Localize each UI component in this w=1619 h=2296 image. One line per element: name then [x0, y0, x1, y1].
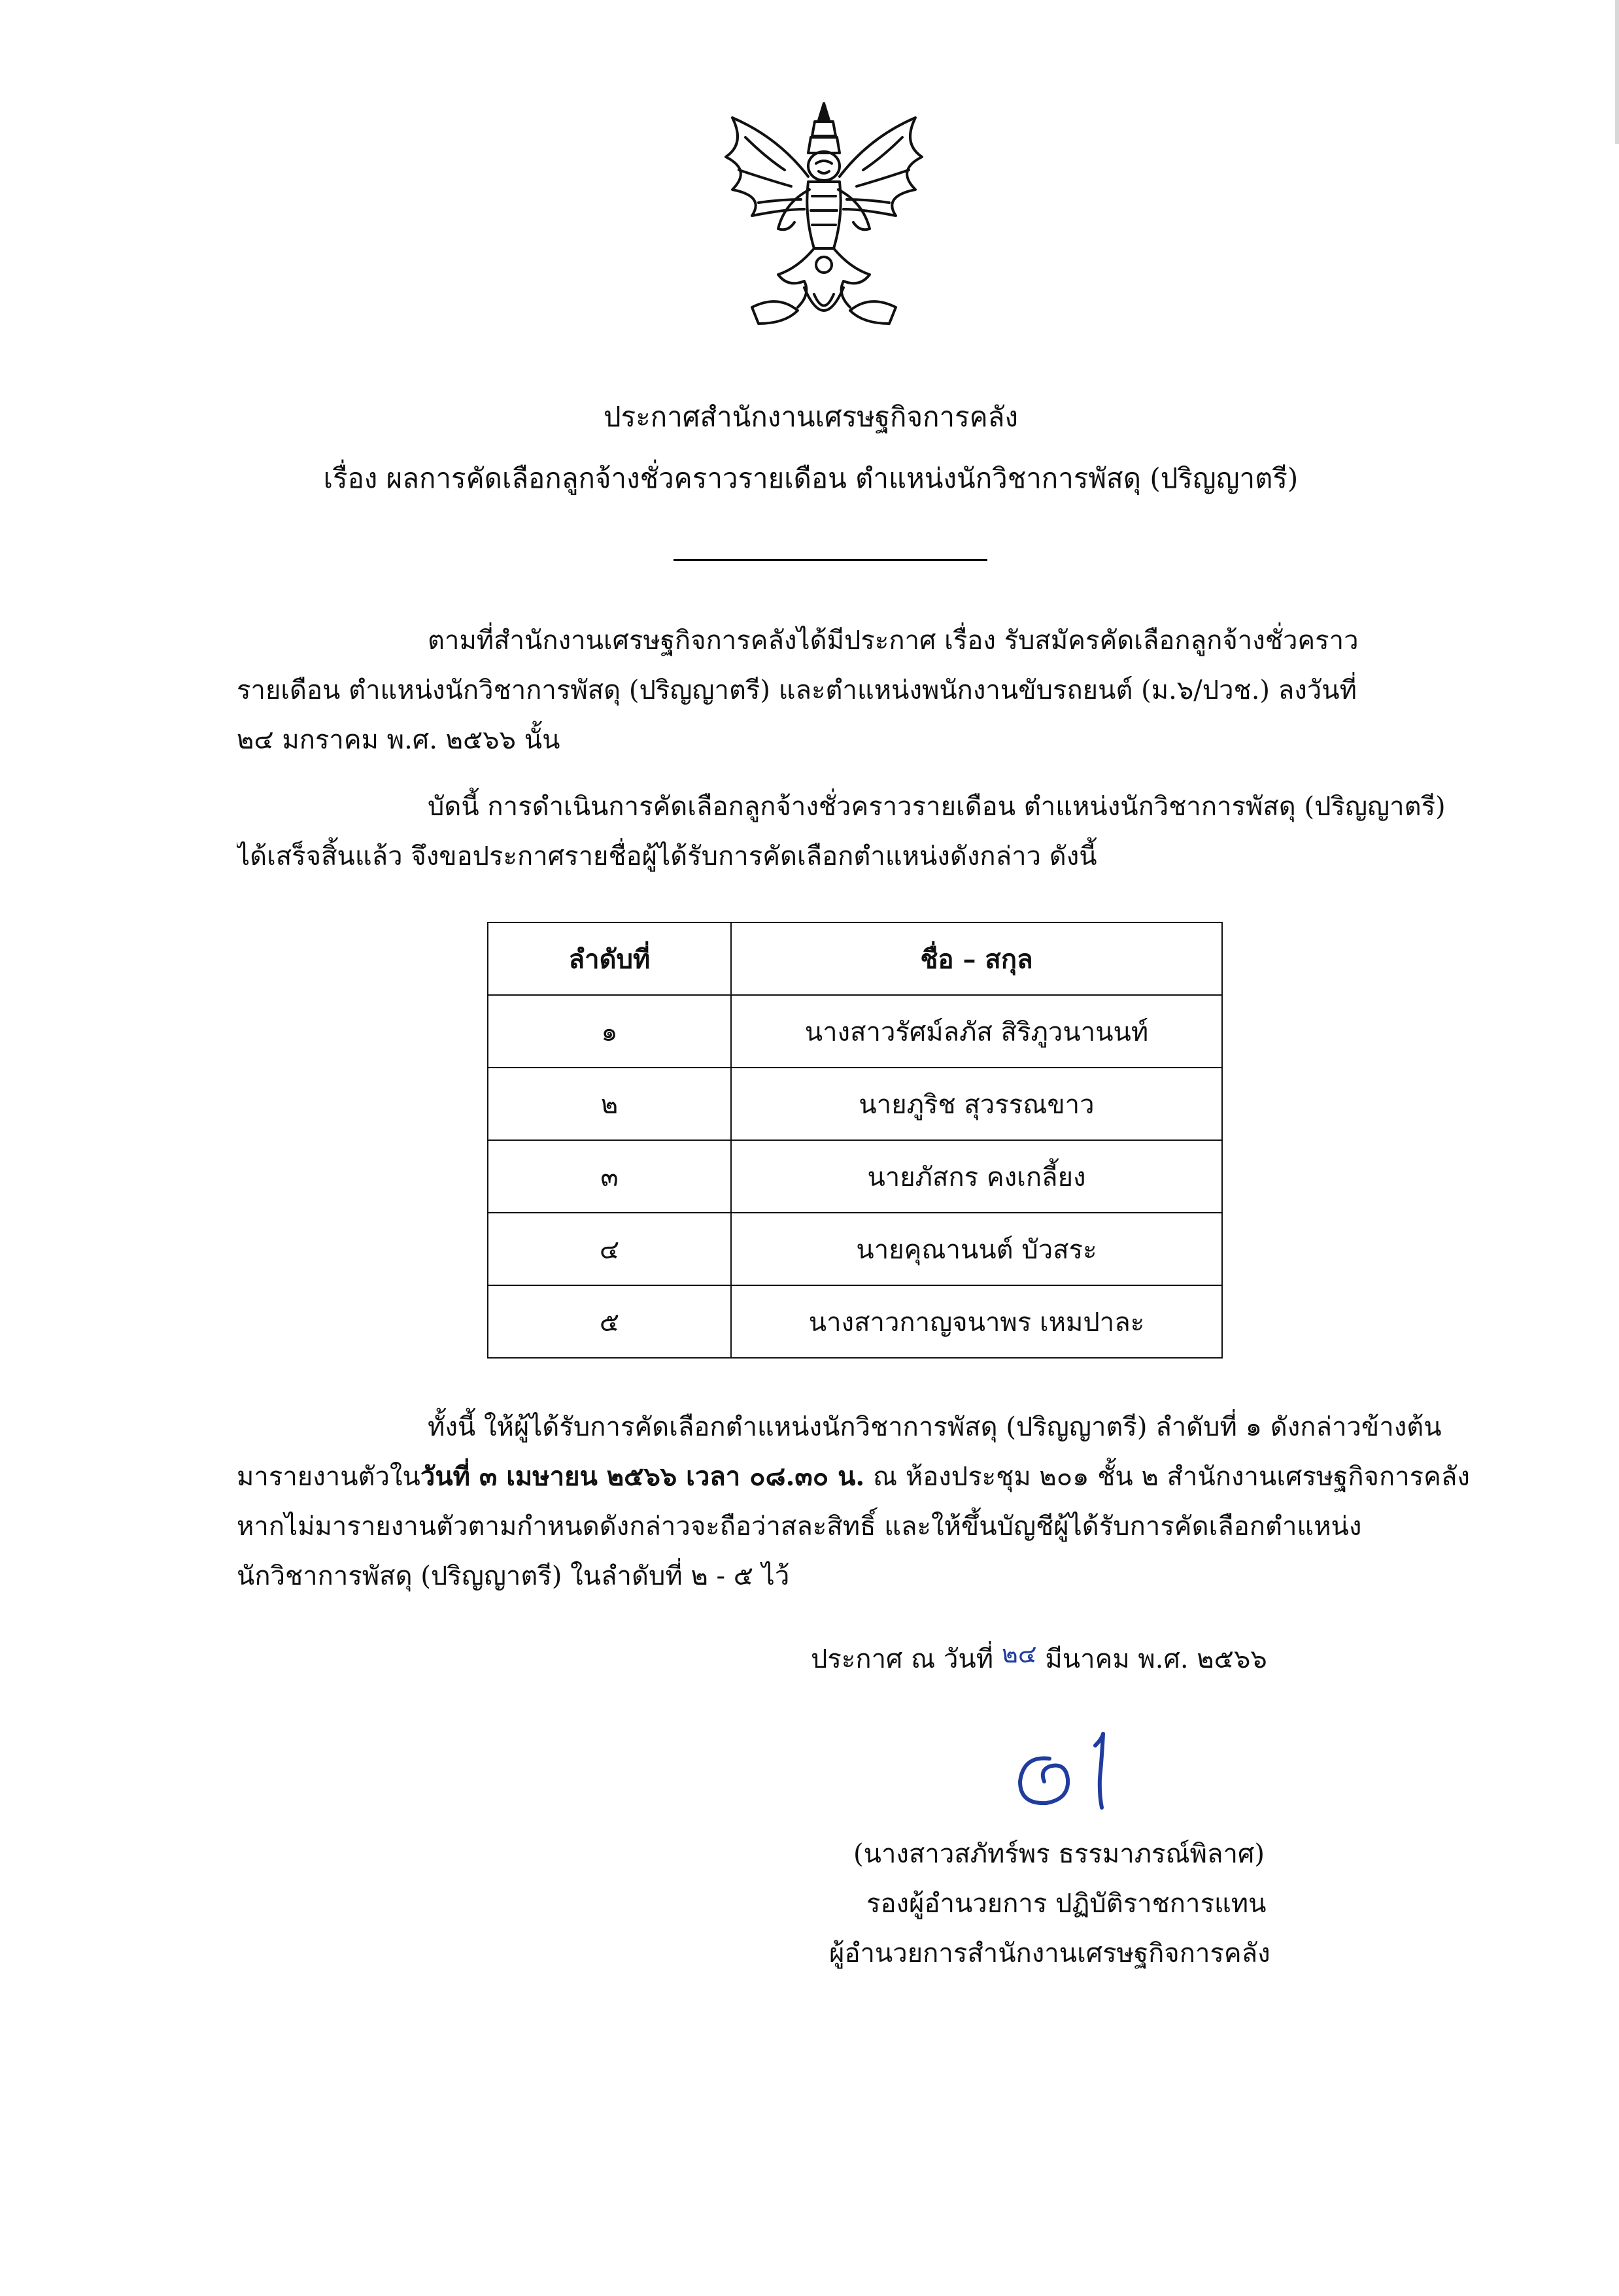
table-row [488, 995, 1222, 1068]
announcement-title: ประกาศสำนักงานเศรษฐกิจการคลัง [604, 401, 1018, 433]
announcement-subject: เรื่อง ผลการคัดเลือกลูกจ้างชั่วคราวรายเดือน ตำแหน่งนักวิชาการพัสดุ (ปริญญาตรี) [323, 462, 1299, 494]
table-row [488, 1213, 1222, 1285]
selected-candidates-table [487, 922, 1223, 1359]
report-date-time: วันที่ ๓ เมษายน ๒๕๖๖ เวลา ๐๘.๓๐ น. [420, 1461, 865, 1492]
paragraph-line: ทั้งนี้ ให้ผู้ได้รับการคัดเลือกตำแหน่งนักวิชาการพัสดุ (ปริญญาตรี) ลำดับที่ ๑ ดังกล่าวข้างต้น [428, 1412, 1442, 1442]
row-name: นายภูริช สุวรรณขาว [731, 1068, 1222, 1140]
row-order: ๑ [488, 995, 731, 1068]
announcement-date [811, 1634, 1267, 1684]
column-header-order: ลำดับที่ [488, 922, 731, 995]
paragraph-text: มารายงานตัวใน [237, 1462, 420, 1492]
row-order: ๒ [488, 1068, 731, 1140]
signatory-position: ผู้อำนวยการสำนักงานเศรษฐกิจการคลัง [829, 1938, 1270, 1968]
paragraph-line: ได้เสร็จสิ้นแล้ว จึงขอประกาศรายชื่อผู้ได้รับการคัดเลือกตำแหน่งดังกล่าว ดังนี้ [237, 841, 1097, 871]
garuda-emblem-icon [706, 98, 942, 340]
scan-edge-mark [1615, 0, 1619, 144]
paragraph-line: หากไม่มารายงานตัวตามกำหนดดังกล่าวจะถือว่าสละสิทธิ์ และให้ขึ้นบัญชีผู้ได้รับการคัดเลือกตำแหน่ง [237, 1511, 1362, 1542]
paragraph-result [237, 782, 1479, 881]
date-suffix: มีนาคม พ.ศ. ๒๕๖๖ [1045, 1644, 1267, 1674]
paragraph-line: ตามที่สำนักงานเศรษฐกิจการคลังได้มีประกาศ เรื่อง รับสมัครคัดเลือกลูกจ้างชั่วคราว [428, 626, 1359, 656]
paragraph-background [237, 616, 1479, 765]
row-order: ๕ [488, 1285, 731, 1358]
signatory-position: รองผู้อำนวยการ ปฏิบัติราชการแทน [866, 1889, 1267, 1919]
handwritten-signature-icon [1004, 1719, 1141, 1817]
paragraph-line: นักวิชาการพัสดุ (ปริญญาตรี) ในลำดับที่ ๒ - ๕ ไว้ [237, 1561, 790, 1591]
table-row [488, 1285, 1222, 1358]
row-name: นางสาวกาญจนาพร เหมปาละ [731, 1285, 1222, 1358]
table-row [488, 1140, 1222, 1213]
paragraph-line: บัดนี้ การดำเนินการคัดเลือกลูกจ้างชั่วคราวรายเดือน ตำแหน่งนักวิชาการพัสดุ (ปริญญาตรี) [428, 792, 1446, 822]
paragraph-line: รายเดือน ตำแหน่งนักวิชาการพัสดุ (ปริญญาตรี) และตำแหน่งพนักงานขับรถยนต์ (ม.๖/ปวช.) ลงวันที่ [237, 675, 1357, 705]
table-header-row [488, 922, 1222, 995]
row-order: ๓ [488, 1140, 731, 1213]
title-divider [673, 559, 987, 561]
row-name: นายภัสกร คงเกลี้ยง [731, 1140, 1222, 1213]
table-row [488, 1068, 1222, 1140]
column-header-name: ชื่อ – สกุล [731, 922, 1222, 995]
paragraph-text: ณ ห้องประชุม ๒๐๑ ชั้น ๒ สำนักงานเศรษฐกิจการคลัง [864, 1462, 1470, 1492]
row-order: ๔ [488, 1213, 731, 1285]
paragraph-line: ๒๔ มกราคม พ.ศ. ๒๕๖๖ นั้น [237, 725, 560, 755]
handwritten-day: ๒๔ [1001, 1640, 1037, 1668]
date-prefix: ประกาศ ณ วันที่ [811, 1644, 994, 1674]
paragraph-line [237, 1452, 1479, 1502]
row-name: นางสาวรัศม์ลภัส สิริภูวนานนท์ [731, 995, 1222, 1068]
paragraph-instructions [237, 1402, 1479, 1601]
row-name: นายคุณานนต์ บัวสระ [731, 1213, 1222, 1285]
signatory-name: (นางสาวสภัทร์พร ธรรมาภรณ์พิลาศ) [853, 1839, 1265, 1869]
